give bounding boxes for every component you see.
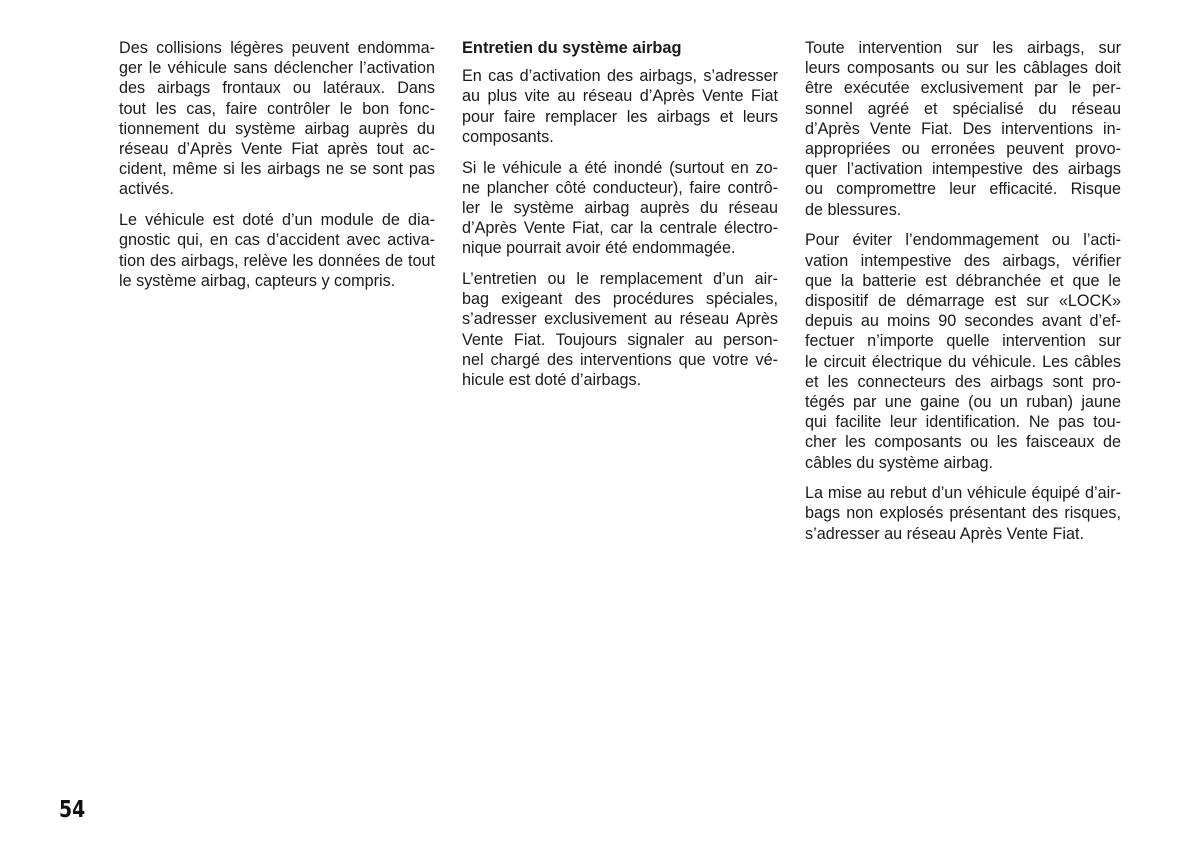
paragraph-diagnostic-module [119, 210, 435, 291]
paragraph-authorized-intervention [805, 38, 1121, 220]
text-line: ou compromettre leur efficacité. Risque [805, 180, 1121, 199]
text-line: L’entretien ou le remplacement d’un air- [462, 270, 778, 289]
text-line: le système airbag, capteurs y compris. [119, 271, 396, 290]
paragraph-disposal [805, 483, 1121, 544]
text-line: activés. [119, 180, 174, 199]
text-line: s’adresser au réseau Après Vente Fiat. [805, 524, 1084, 543]
text-line: de blessures. [805, 200, 902, 219]
text-line: nique pourrait avoir été endommagée. [462, 239, 736, 258]
text-line: bag exigeant des procédures spéciales, [462, 290, 778, 309]
text-line: cident, même si les airbags ne se sont pas [119, 160, 435, 179]
text-line: ler le système airbag auprès du réseau [462, 198, 778, 217]
text-line: La mise au rebut d’un véhicule équipé d’air- [805, 484, 1121, 503]
text-line: au plus vite au réseau d’Après Vente Fiat [462, 87, 778, 106]
text-line: Des collisions légères peuvent endomma- [119, 39, 435, 57]
text-line: des airbags frontaux ou latéraux. Dans [119, 79, 435, 98]
text-line: câbles du système airbag. [805, 453, 994, 472]
text-line: Le véhicule est doté d’un module de dia- [119, 211, 435, 230]
text-line: s’adresser exclusivement au réseau Après [462, 310, 778, 329]
middle-column [462, 38, 778, 401]
text-line: Pour éviter l’endommagement ou l’acti- [805, 231, 1121, 250]
text-line: bags non explosés présentant des risques, [805, 504, 1121, 523]
text-line: réseau d’Après Vente Fiat après tout ac- [119, 140, 435, 159]
text-line: leurs composants ou sur les câblages doit [805, 59, 1121, 78]
paragraph-airbag-activation [462, 66, 778, 147]
paragraph-prevent-damage [805, 230, 1121, 472]
paragraph-maintenance-replacement [462, 269, 778, 390]
text-line: tionnement du système airbag auprès du [119, 119, 435, 138]
right-column [805, 38, 1121, 554]
text-line: tion des airbags, relève les données de tout [119, 251, 435, 270]
text-line: ger le véhicule sans déclencher l’activation [119, 59, 435, 78]
text-line: tout les cas, faire contrôler le bon fonc- [119, 99, 435, 118]
left-column [119, 38, 435, 301]
text-line: tégés par une gaine (ou un ruban) jaune [805, 392, 1121, 411]
text-line: être exécutée exclusivement par le per- [805, 79, 1121, 98]
text-line: hicule est doté d’airbags. [462, 371, 642, 390]
text-line: d’Après Vente Fiat. Des interventions in- [805, 119, 1121, 138]
text-line: depuis au moins 90 secondes avant d’ef- [805, 312, 1121, 331]
text-line: appropriées ou erronées peuvent provo- [805, 140, 1121, 159]
text-line: nel chargé des interventions que votre vé- [462, 350, 778, 369]
paragraph-flooded-vehicle [462, 158, 778, 259]
text-line: cher les composants ou les faisceaux de [805, 433, 1121, 452]
text-line: En cas d’activation des airbags, s’adresser [462, 67, 778, 86]
text-line: quer l’activation intempestive des airbags [805, 160, 1121, 179]
text-line: fectuer n’importe quelle intervention sur [805, 332, 1121, 351]
text-line: composants. [462, 127, 554, 146]
paragraph-light-collisions [119, 38, 435, 200]
text-line: dispositif de démarrage est sur «LOCK» [805, 291, 1121, 310]
text-line: Vente Fiat. Toujours signaler au person- [462, 330, 778, 349]
text-line: pour faire remplacer les airbags et leurs [462, 107, 778, 126]
text-line: Si le véhicule a été inondé (surtout en zo- [462, 158, 778, 177]
text-line: le circuit électrique du véhicule. Les câbles [805, 352, 1121, 371]
text-line: d’Après Vente Fiat, car la centrale électro- [462, 219, 778, 238]
text-line: gnostic qui, en cas d’accident avec activa- [119, 231, 435, 250]
text-line: ne plancher côté conducteur), faire contrô- [462, 178, 778, 197]
text-line: Toute intervention sur les airbags, sur [805, 39, 1121, 57]
text-line: sonnel agréé et spécialisé du réseau [805, 99, 1121, 118]
page-number: 54 [59, 797, 86, 823]
text-line: que la batterie est débranchée et que le [805, 271, 1121, 290]
text-line: qui facilite leur identification. Ne pas tou- [805, 413, 1121, 432]
text-line: et les connecteurs des airbags sont pro- [805, 372, 1121, 391]
section-heading: Entretien du système airbag [462, 39, 682, 57]
text-line: vation intempestive des airbags, vérifier [805, 251, 1121, 270]
